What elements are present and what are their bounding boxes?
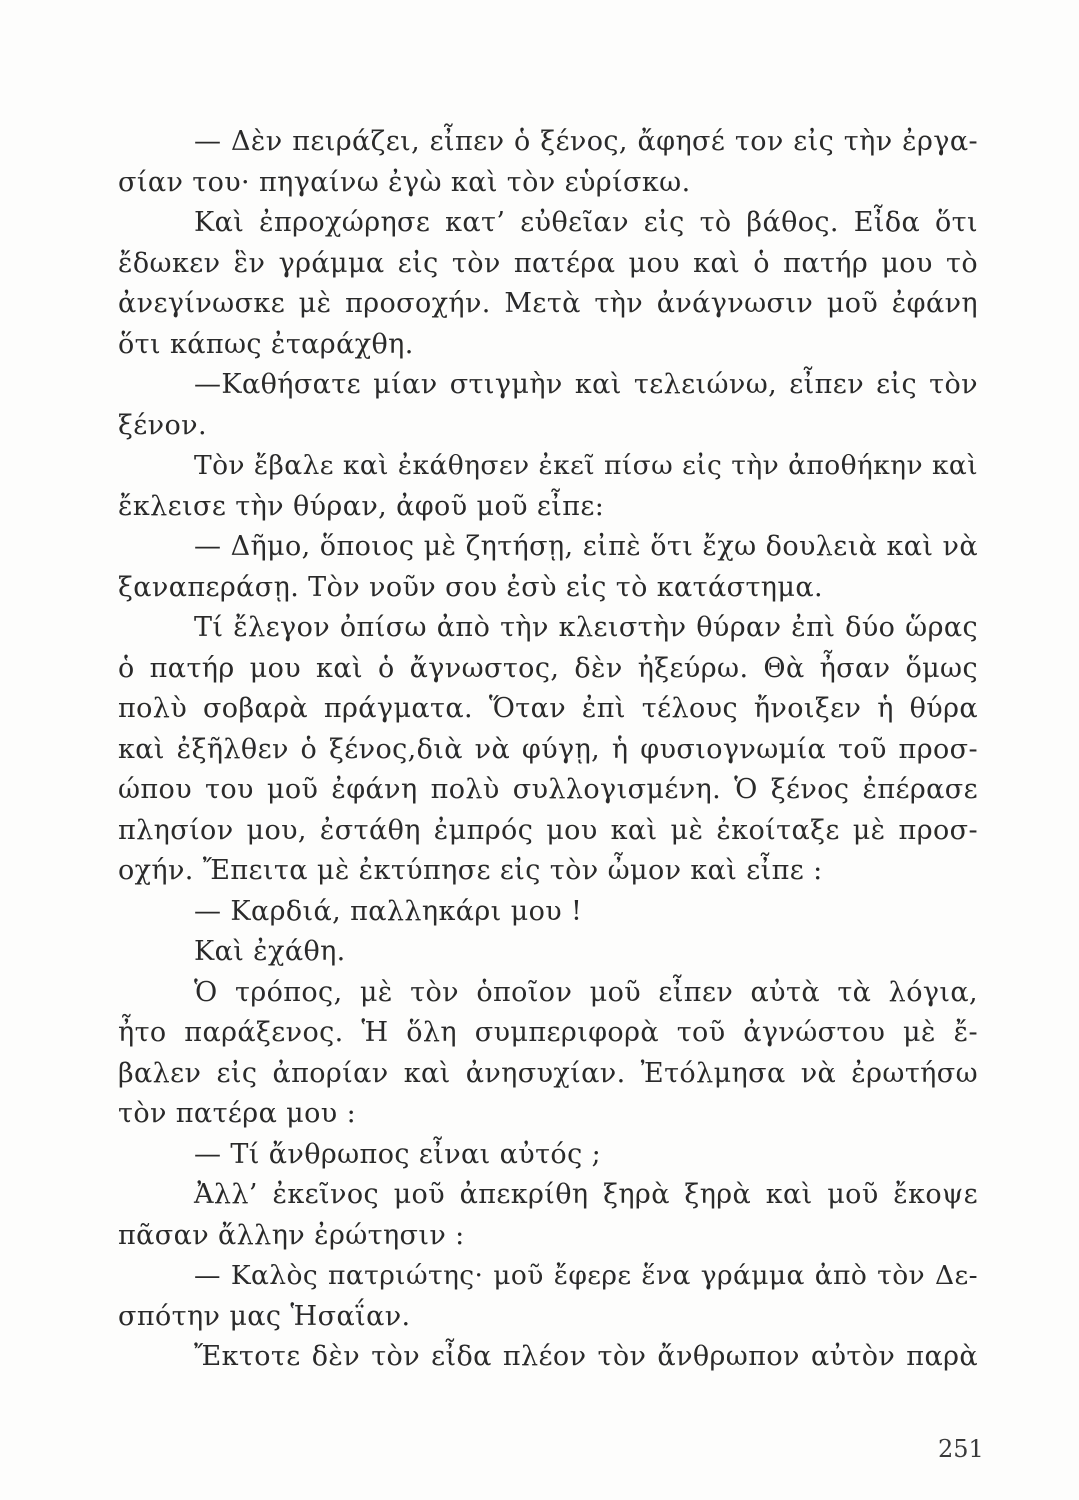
text-line: ξαναπεράσῃ. Τὸν νοῦν σου ἐσὺ εἰς τὸ κατάστημα.: [118, 571, 823, 603]
text-line: τὸν πατέρα μου :: [118, 1098, 357, 1129]
text-line: ξένον.: [118, 409, 207, 441]
text-line: — Δὲν πειράζει, εἶπεν ὁ ξένος, ἄφησέ τον εἰς τὴν ἐργα-: [194, 126, 978, 157]
text-line: Τί ἔλεγον ὀπίσω ἀπὸ τὴν κλειστὴν θύραν ἐπὶ δύο ὥρας: [194, 612, 978, 643]
text-line: Καὶ ἐπροχώρησε κατ’ εὐθεῖαν εἰς τὸ βάθος. Εἶδα ὅτι: [194, 207, 978, 238]
text-line: ἔδωκεν ἓν γράμμα εἰς τὸν πατέρα μου καὶ ὁ πατήρ μου τὸ: [118, 247, 978, 279]
text-line: — Καλὸς πατριώτης· μοῦ ἔφερε ἕνα γράμμα ἀπὸ τὸν Δε-: [194, 1260, 978, 1291]
page-number: 251: [938, 1435, 984, 1463]
text-line: σίαν του· πηγαίνω ἐγὼ καὶ τὸν εὑρίσκω.: [118, 166, 691, 198]
text-line: Ἔκτοτε δὲν τὸν εἶδα πλέον τὸν ἄνθρωπον αὐτὸν παρὰ: [194, 1341, 978, 1372]
text-line: ἦτο παράξενος. Ἡ ὅλη συμπεριφορὰ τοῦ ἀγνώστου μὲ ἔ-: [118, 1017, 978, 1048]
text-line: ἀνεγίνωσκε μὲ προσοχήν. Μετὰ τὴν ἀνάγνωσιν μοῦ ἐφάνη: [118, 288, 978, 319]
text-line: Καὶ ἐχάθη.: [194, 936, 346, 967]
text-line: καὶ ἐξῆλθεν ὁ ξένος,διὰ νὰ φύγῃ, ἡ φυσιογνωμία τοῦ προσ-: [118, 733, 978, 765]
text-line: ἔκλεισε τὴν θύραν, ἀφοῦ μοῦ εἶπε:: [118, 490, 605, 522]
text-line: οχήν. Ἔπειτα μὲ ἐκτύπησε εἰς τὸν ὦμον καὶ εἶπε :: [118, 855, 823, 886]
text-line: ώπου του μοῦ ἐφάνη πολὺ συλλογισμένη. Ὁ ξένος ἐπέρασε: [118, 774, 978, 805]
text-line: πᾶσαν ἄλλην ἐρώτησιν :: [118, 1219, 465, 1251]
text-line: ὅτι κάπως ἐταράχθη.: [118, 328, 414, 360]
text-line: — Δῆμο, ὅποιος μὲ ζητήσῃ, εἰπὲ ὅτι ἔχω δουλειὰ καὶ νὰ: [194, 531, 978, 562]
text-line: — Καρδιά, παλληκάρι μου !: [194, 895, 583, 927]
text-line: σπότην μας Ἡσαΐαν.: [118, 1300, 411, 1332]
text-line: —Καθήσατε μίαν στιγμὴν καὶ τελειώνω, εἶπεν εἰς τὸν: [194, 369, 978, 400]
text-line: βαλεν εἰς ἀπορίαν καὶ ἀνησυχίαν. Ἐτόλμησα νὰ ἐρωτήσω: [118, 1057, 978, 1089]
text-line: πλησίον μου, ἐστάθη ἐμπρός μου καὶ μὲ ἐκοίταξε μὲ προσ-: [118, 814, 978, 846]
body-text: [118, 122, 978, 1378]
text-line: πολὺ σοβαρὰ πράγματα. Ὅταν ἐπὶ τέλους ἤνοιξεν ἡ θύρα: [118, 693, 978, 724]
text-line: — Τί ἄνθρωπος εἶναι αὐτός ;: [194, 1138, 602, 1170]
text-line: Ὁ τρόπος, μὲ τὸν ὁποῖον μοῦ εἶπεν αὐτὰ τὰ λόγια,: [194, 976, 978, 1008]
text-line: ὁ πατήρ μου καὶ ὁ ἄγνωστος, δὲν ἠξεύρω. Θὰ ἦσαν ὅμως: [118, 652, 978, 684]
text-line: Ἀλλ’ ἐκεῖνος μοῦ ἀπεκρίθη ξηρὰ ξηρὰ καὶ μοῦ ἔκοψε: [194, 1179, 978, 1210]
text-line: Τὸν ἔβαλε καὶ ἐκάθησεν ἐκεῖ πίσω εἰς τὴν ἀποθήκην καὶ: [194, 450, 978, 481]
